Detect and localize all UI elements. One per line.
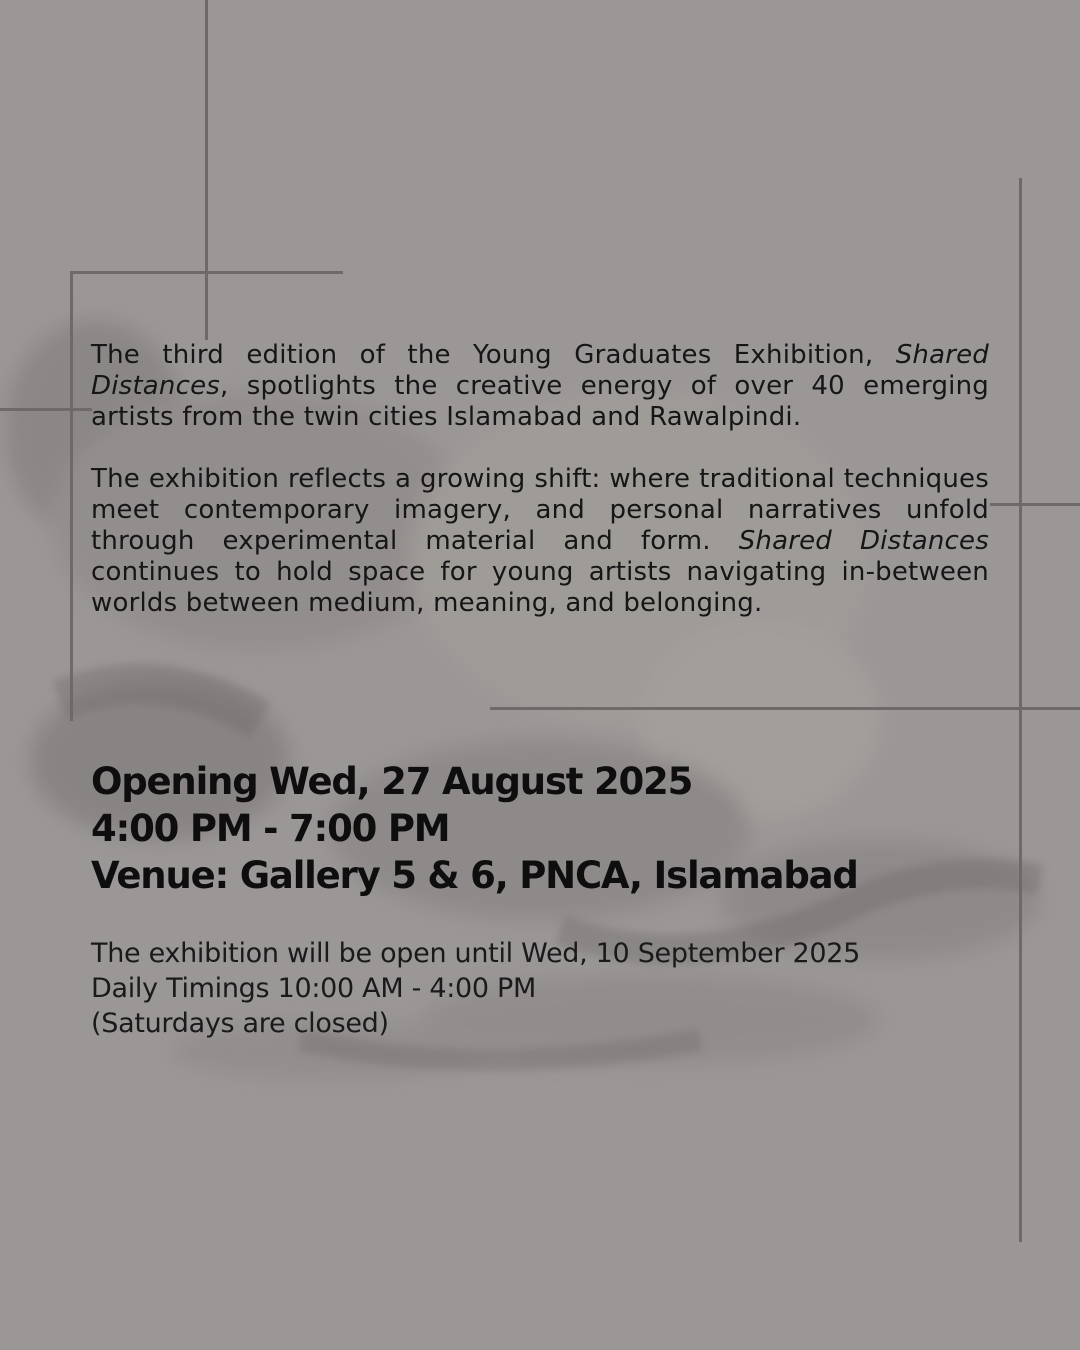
opening-time: 4:00 PM - 7:00 PM	[91, 807, 450, 850]
closed-note: (Saturdays are closed)	[91, 1008, 389, 1039]
opening-info	[91, 758, 989, 899]
opening-date: Opening Wed, 27 August 2025	[91, 760, 693, 803]
opening-venue: Venue: Gallery 5 & 6, PNCA, Islamabad	[91, 854, 858, 897]
frame-line-right-short	[990, 503, 1080, 506]
intro-paragraph-2: The exhibition reflects a growing shift: where traditional techniques meet contemporary imagery, and personal narratives unfold through experimental material and form. Shared Distances continues to hold space for young artists navigating in-between worlds between medium, meaning, and belonging.	[91, 464, 989, 618]
intro-text	[91, 340, 989, 650]
frame-line-middle	[490, 707, 1080, 710]
frame-line-top	[70, 271, 343, 274]
open-until: The exhibition will be open until Wed, 10 September 2025	[91, 938, 861, 969]
frame-line-left-top	[205, 0, 208, 340]
frame-line-left-short	[0, 408, 92, 411]
frame-line-left	[70, 271, 73, 721]
exhibition-title: Shared Distances	[91, 340, 989, 401]
exhibition-details	[91, 936, 989, 1041]
exhibition-title: Shared Distances	[738, 526, 989, 556]
frame-line-right	[1019, 178, 1022, 1242]
intro-paragraph-1: The third edition of the Young Graduates Exhibition, Shared Distances, spotlights the creative energy of over 40 emerging artists from the twin cities Islamabad and Rawalpindi.	[91, 340, 989, 432]
daily-timings: Daily Timings 10:00 AM - 4:00 PM	[91, 973, 537, 1004]
